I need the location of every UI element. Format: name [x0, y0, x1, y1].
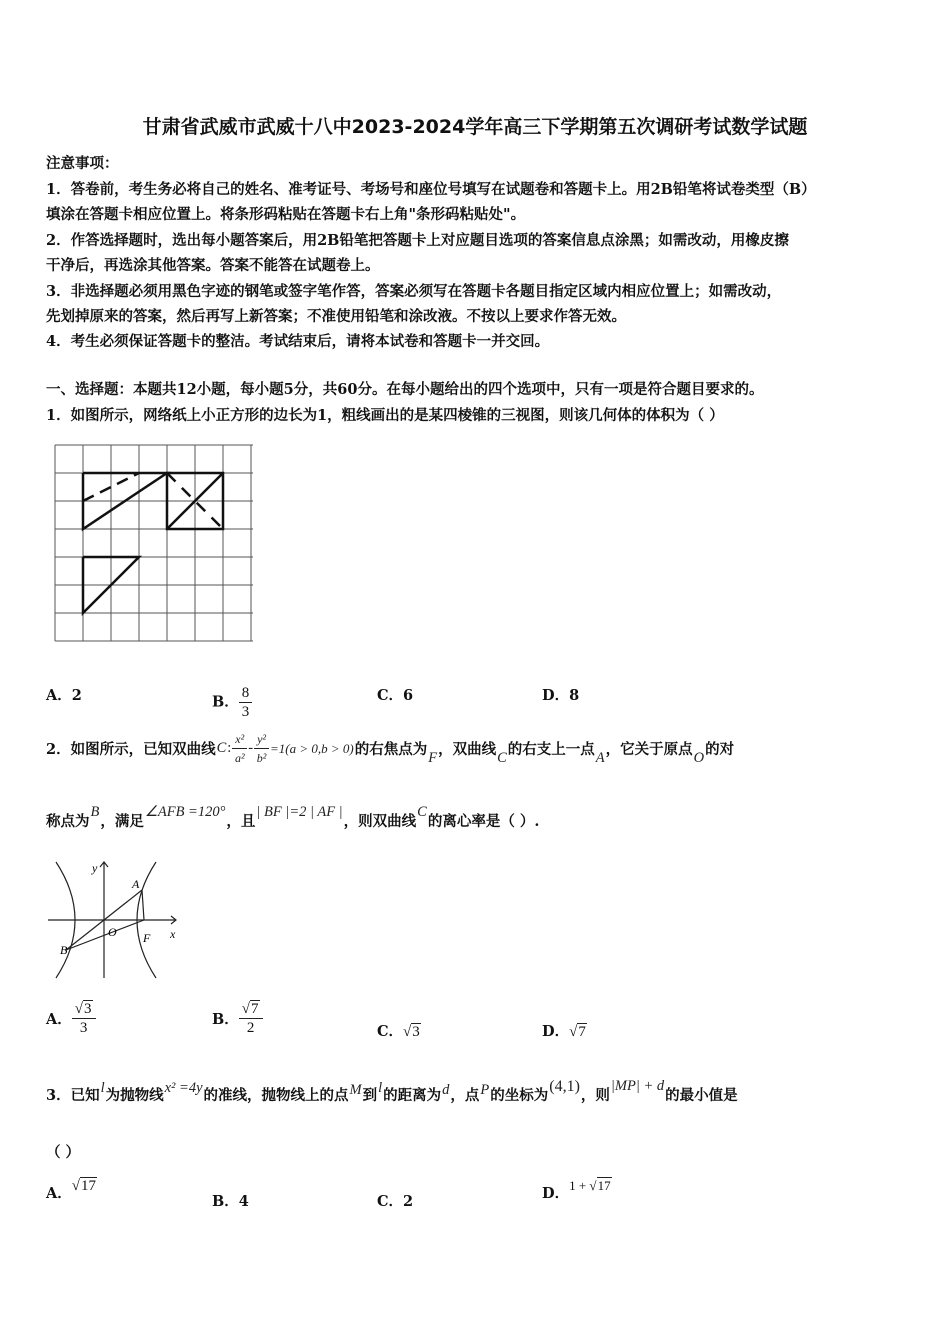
q3-stem-line1: 3．已知 l 为抛物线 x² =4y 的准线，抛物线上的点 M 到 l 的距离为 d ，点 P 的坐标为 (4,1) ，则 |MP| + d 的最小值是 — [46, 1077, 738, 1104]
q3-option-a: A．√17 — [46, 1178, 96, 1202]
axis-y-label: y — [92, 861, 98, 875]
q3-option-b: B．4 — [212, 1193, 249, 1210]
notice-line: 干净后，再选涂其他答案。答案不能答在试题卷上。 — [46, 257, 380, 274]
section-heading: 一、选择题：本题共12小题，每小题5分，共60分。在每小题给出的四个选项中，只有一项是符合题目要求的。 — [46, 381, 764, 398]
point-b-label: B — [60, 943, 68, 957]
notice-line: 3．非选择题必须用黑色字迹的钢笔或签字笔作答，答案必须写在答题卡各题目指定区域内相应位置上；如需改动， — [46, 283, 782, 300]
point-f-label: F — [143, 931, 151, 945]
q1-option-c: C．6 — [377, 687, 414, 704]
notice-line: 1．答卷前，考生务必将自己的姓名、准考证号、考场号和座位号填写在试题卷和答题卡上。用2B铅笔将试卷类型（B） — [46, 181, 816, 198]
notice-line: 先划掉原来的答案，然后再写上新答案；不准使用铅笔和涂改液。不按以上要求作答无效。 — [46, 308, 626, 325]
three-view-figure — [50, 440, 260, 650]
q1-stem: 1．如图所示，网络纸上小正方形的边长为1，粗线画出的是某四棱锥的三视图，则该几何体的体积为（ ） — [46, 407, 724, 424]
notice-line: 2．作答选择题时，选出每小题答案后，用2B铅笔把答题卡上对应题目选项的答案信息点涂黑；如需改动，用橡皮擦 — [46, 232, 789, 249]
q2-stem-line2: 称点为 B ，满足 ∠AFB =120° ，且 | BF |=2 | AF | ，则双曲线 C 的离心率是（ ）. — [46, 804, 540, 830]
notice-heading: 注意事项： — [46, 155, 119, 172]
q2-option-a: A． $\frac{√3}{3}$ — [46, 1000, 96, 1037]
origin-label: O — [108, 925, 117, 939]
q1-option-d: D．8 — [542, 687, 580, 704]
point-a-label: A — [132, 877, 140, 891]
q3-option-c: C．2 — [377, 1193, 414, 1210]
axis-x-label: x — [170, 927, 176, 941]
q2-option-c: C．√3 — [377, 1023, 420, 1040]
page-title: 甘肃省武威市武威十八中2023-2024学年高三下学期第五次调研考试数学试题 — [142, 116, 808, 138]
q2-option-d: D．√7 — [542, 1023, 586, 1040]
q3-option-d: D．1 + √17 — [542, 1178, 611, 1202]
notice-line: 填涂在答题卡相应位置上。将条形码粘贴在答题卡右上角"条形码粘贴处"。 — [46, 206, 526, 223]
q1-option-a: A．2 — [46, 687, 82, 704]
q3-stem-line2: （ ） — [46, 1144, 81, 1161]
hyperbola-figure — [44, 856, 184, 982]
q2-stem-line1: 2．如图所示，已知双曲线 C : $\frac{\text{x²}}{\text{a²}}$ - $\frac{\text{y²}}{\text{b²}}$ =1(a > 0,b > 0) 的右焦点为 F ，双曲线 C 的右支上一点 A ，它关于原点 O 的对 — [46, 732, 735, 766]
q2-option-b: B． $\frac{√7}{2}$ — [212, 1000, 263, 1037]
notice-line: 4．考生必须保证答题卡的整洁。考试结束后，请将本试卷和答题卡一并交回。 — [46, 333, 550, 350]
q1-option-b: B． $\frac{8}{3}$ — [212, 684, 252, 721]
